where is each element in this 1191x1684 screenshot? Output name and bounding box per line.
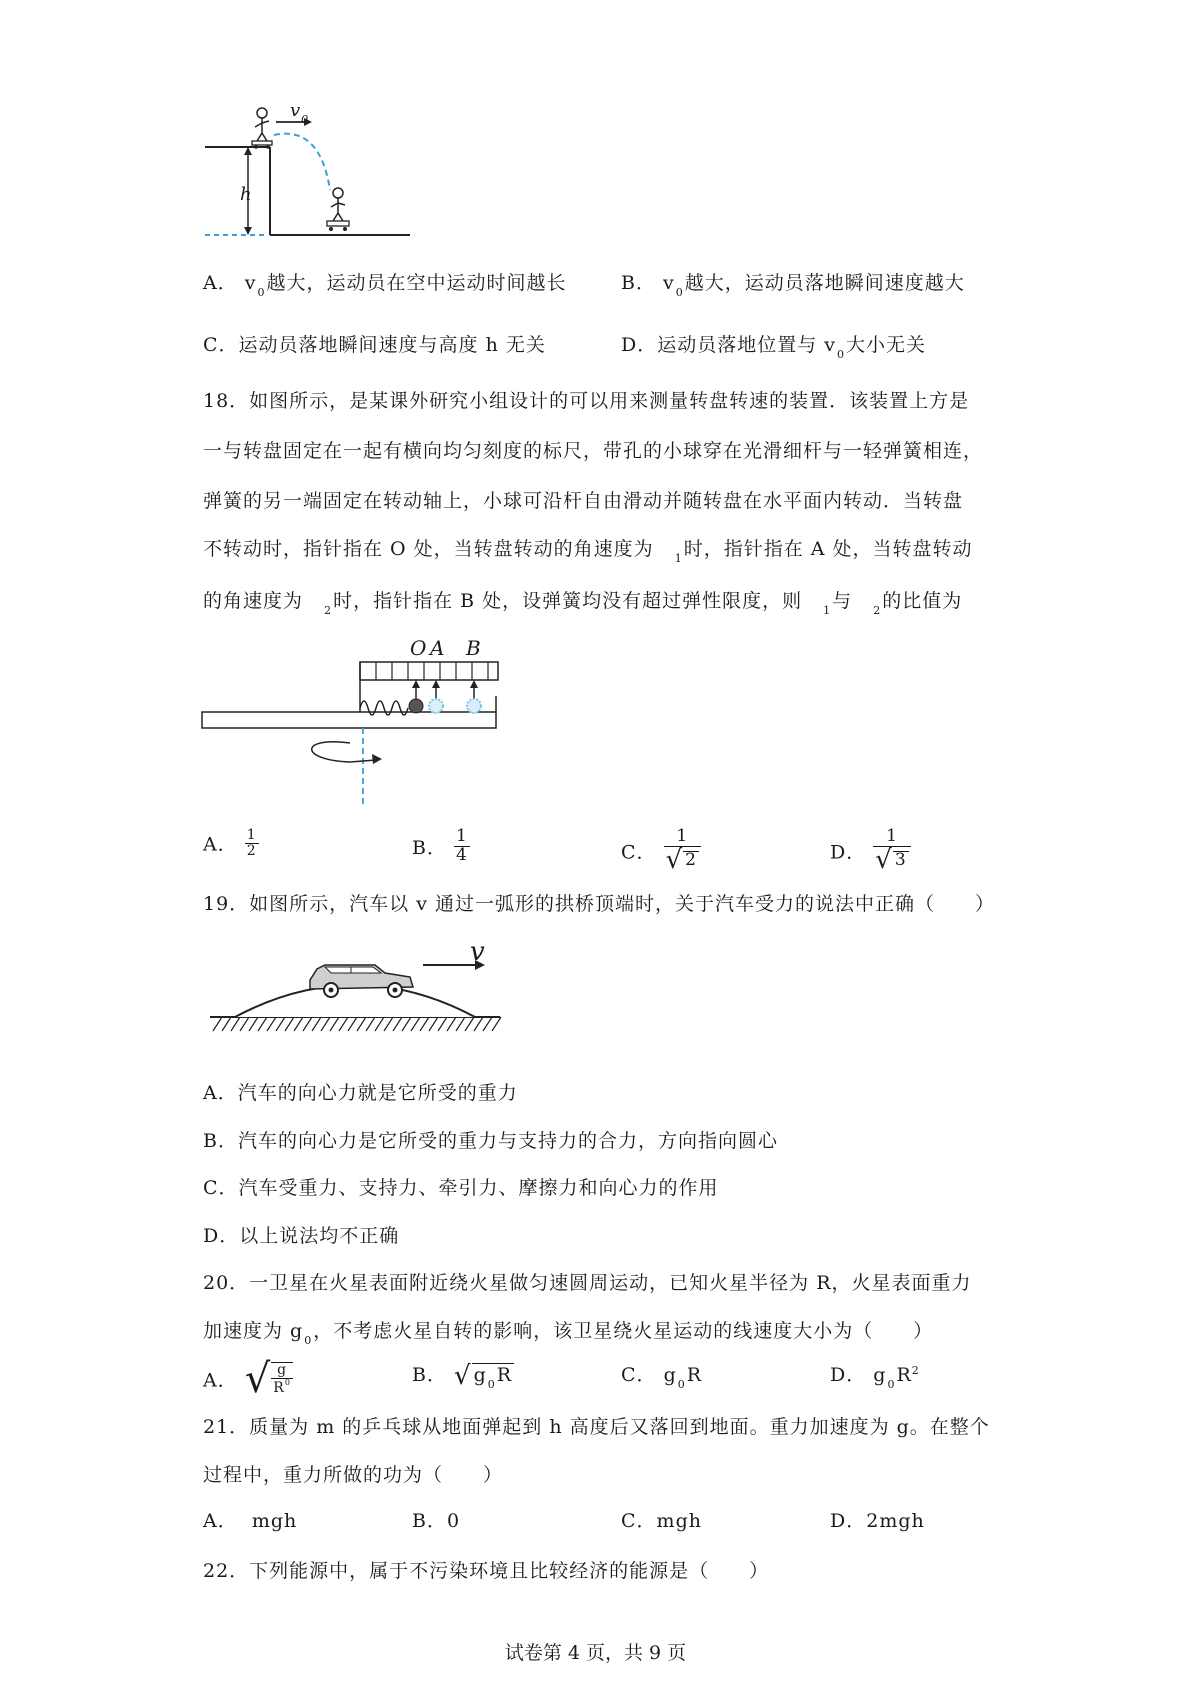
page-footer: 试卷第 4 页，共 9 页 xyxy=(504,1642,687,1664)
q20-option-d[interactable]: D． $g_0R^2$ xyxy=(830,1364,920,1391)
q17-option-b[interactable]: B． $v_0$越大，运动员落地瞬间速度越大 xyxy=(621,272,965,299)
figure-17-skater xyxy=(200,95,420,245)
q20-option-a[interactable]: A． √ $\frac{g}{R^0}$ xyxy=(203,1356,291,1402)
q18-stem-line1: 18．如图所示，是某课外研究小组设计的可以用来测量转盘转速的装置．该装置上方是 xyxy=(203,390,970,412)
q20-stem-line1: 20．一卫星在火星表面附近绕火星做匀速圆周运动，已知火星半径为 R，火星表面重力 xyxy=(203,1272,972,1294)
q22-stem: 22．下列能源中，属于不污染环境且比较经济的能源是（ ） xyxy=(203,1560,770,1582)
figure-17-v0-label: $v_0$ xyxy=(290,100,309,126)
q21-option-d[interactable]: D．2mgh xyxy=(830,1510,925,1532)
q17-option-d[interactable]: D．运动员落地位置与 $v_0$大小无关 xyxy=(621,334,927,361)
figure-18-turntable xyxy=(200,640,510,810)
q17-option-a[interactable]: A． $v_0$越大，运动员在空中运动时间越长 xyxy=(203,272,567,299)
q17-option-c[interactable]: C．运动员落地瞬间速度与高度 h 无关 xyxy=(203,334,546,356)
figure-18-label-o: O xyxy=(410,636,427,660)
q21-option-c[interactable]: C．mgh xyxy=(621,1510,702,1532)
q18-stem-line5: 的角速度为 $_2$时，指针指在 B 处，设弹簧均没有超过弹性限度，则 $_1$与 $_2$的比值为 xyxy=(203,590,963,617)
q18-stem-line2: 一与转盘固定在一起有横向均匀刻度的标尺，带孔的小球穿在光滑细杆与一轻弹簧相连， xyxy=(203,440,984,462)
q20-option-c[interactable]: C． $g_0R$ xyxy=(621,1364,703,1391)
figure-18-label-a: A xyxy=(430,636,445,660)
figure-19-car-on-bridge xyxy=(205,935,505,1045)
q21-stem-line1: 21．质量为 m 的乒乓球从地面弹起到 h 高度后又落回到地面。重力加速度为 g。在整个 xyxy=(203,1416,990,1438)
figure-19-v-label: v xyxy=(470,937,485,967)
figure-17-h-label: h xyxy=(240,184,252,205)
q21-option-a[interactable]: A． mgh xyxy=(203,1510,298,1532)
q20-stem-line2: 加速度为 $g_0$，不考虑火星自转的影响，该卫星绕火星运动的线速度大小为（ ） xyxy=(203,1320,934,1347)
figure-18-label-b: B xyxy=(466,636,481,660)
q18-stem-line4: 不转动时，指针指在 O 处，当转盘转动的角速度为 $_1$时，指针指在 A 处，当转盘转动 xyxy=(203,538,973,565)
q19-option-b[interactable]: B．汽车的向心力是它所受的重力与支持力的合力，方向指向圆心 xyxy=(203,1130,778,1152)
q19-stem: 19．如图所示，汽车以 v 通过一弧形的拱桥顶端时，关于汽车受力的说法中正确（ ） xyxy=(203,893,995,915)
q19-option-c[interactable]: C．汽车受重力、支持力、牵引力、摩擦力和向心力的作用 xyxy=(203,1177,719,1199)
q18-option-d[interactable]: D． $\frac{1}{√ 3}$ xyxy=(830,828,911,874)
q19-option-d[interactable]: D．以上说法均不正确 xyxy=(203,1225,400,1247)
q21-option-b[interactable]: B．0 xyxy=(412,1510,461,1532)
q18-stem-line3: 弹簧的另一端固定在转动轴上，小球可沿杆自由滑动并随转盘在水平面内转动．当转盘 xyxy=(203,490,964,512)
q18-option-b[interactable]: B． $\frac{1}{4}$ xyxy=(412,826,468,865)
q18-option-a[interactable]: A． $\frac{1}{2}$ xyxy=(203,827,257,859)
q21-stem-line2: 过程中，重力所做的功为（ ） xyxy=(203,1464,504,1486)
q19-option-a[interactable]: A．汽车的向心力就是它所受的重力 xyxy=(203,1082,518,1104)
q20-option-b[interactable]: B． √ $g_0R$ xyxy=(412,1361,513,1391)
q18-option-c[interactable]: C． $\frac{1}{√ 2}$ xyxy=(621,828,701,874)
